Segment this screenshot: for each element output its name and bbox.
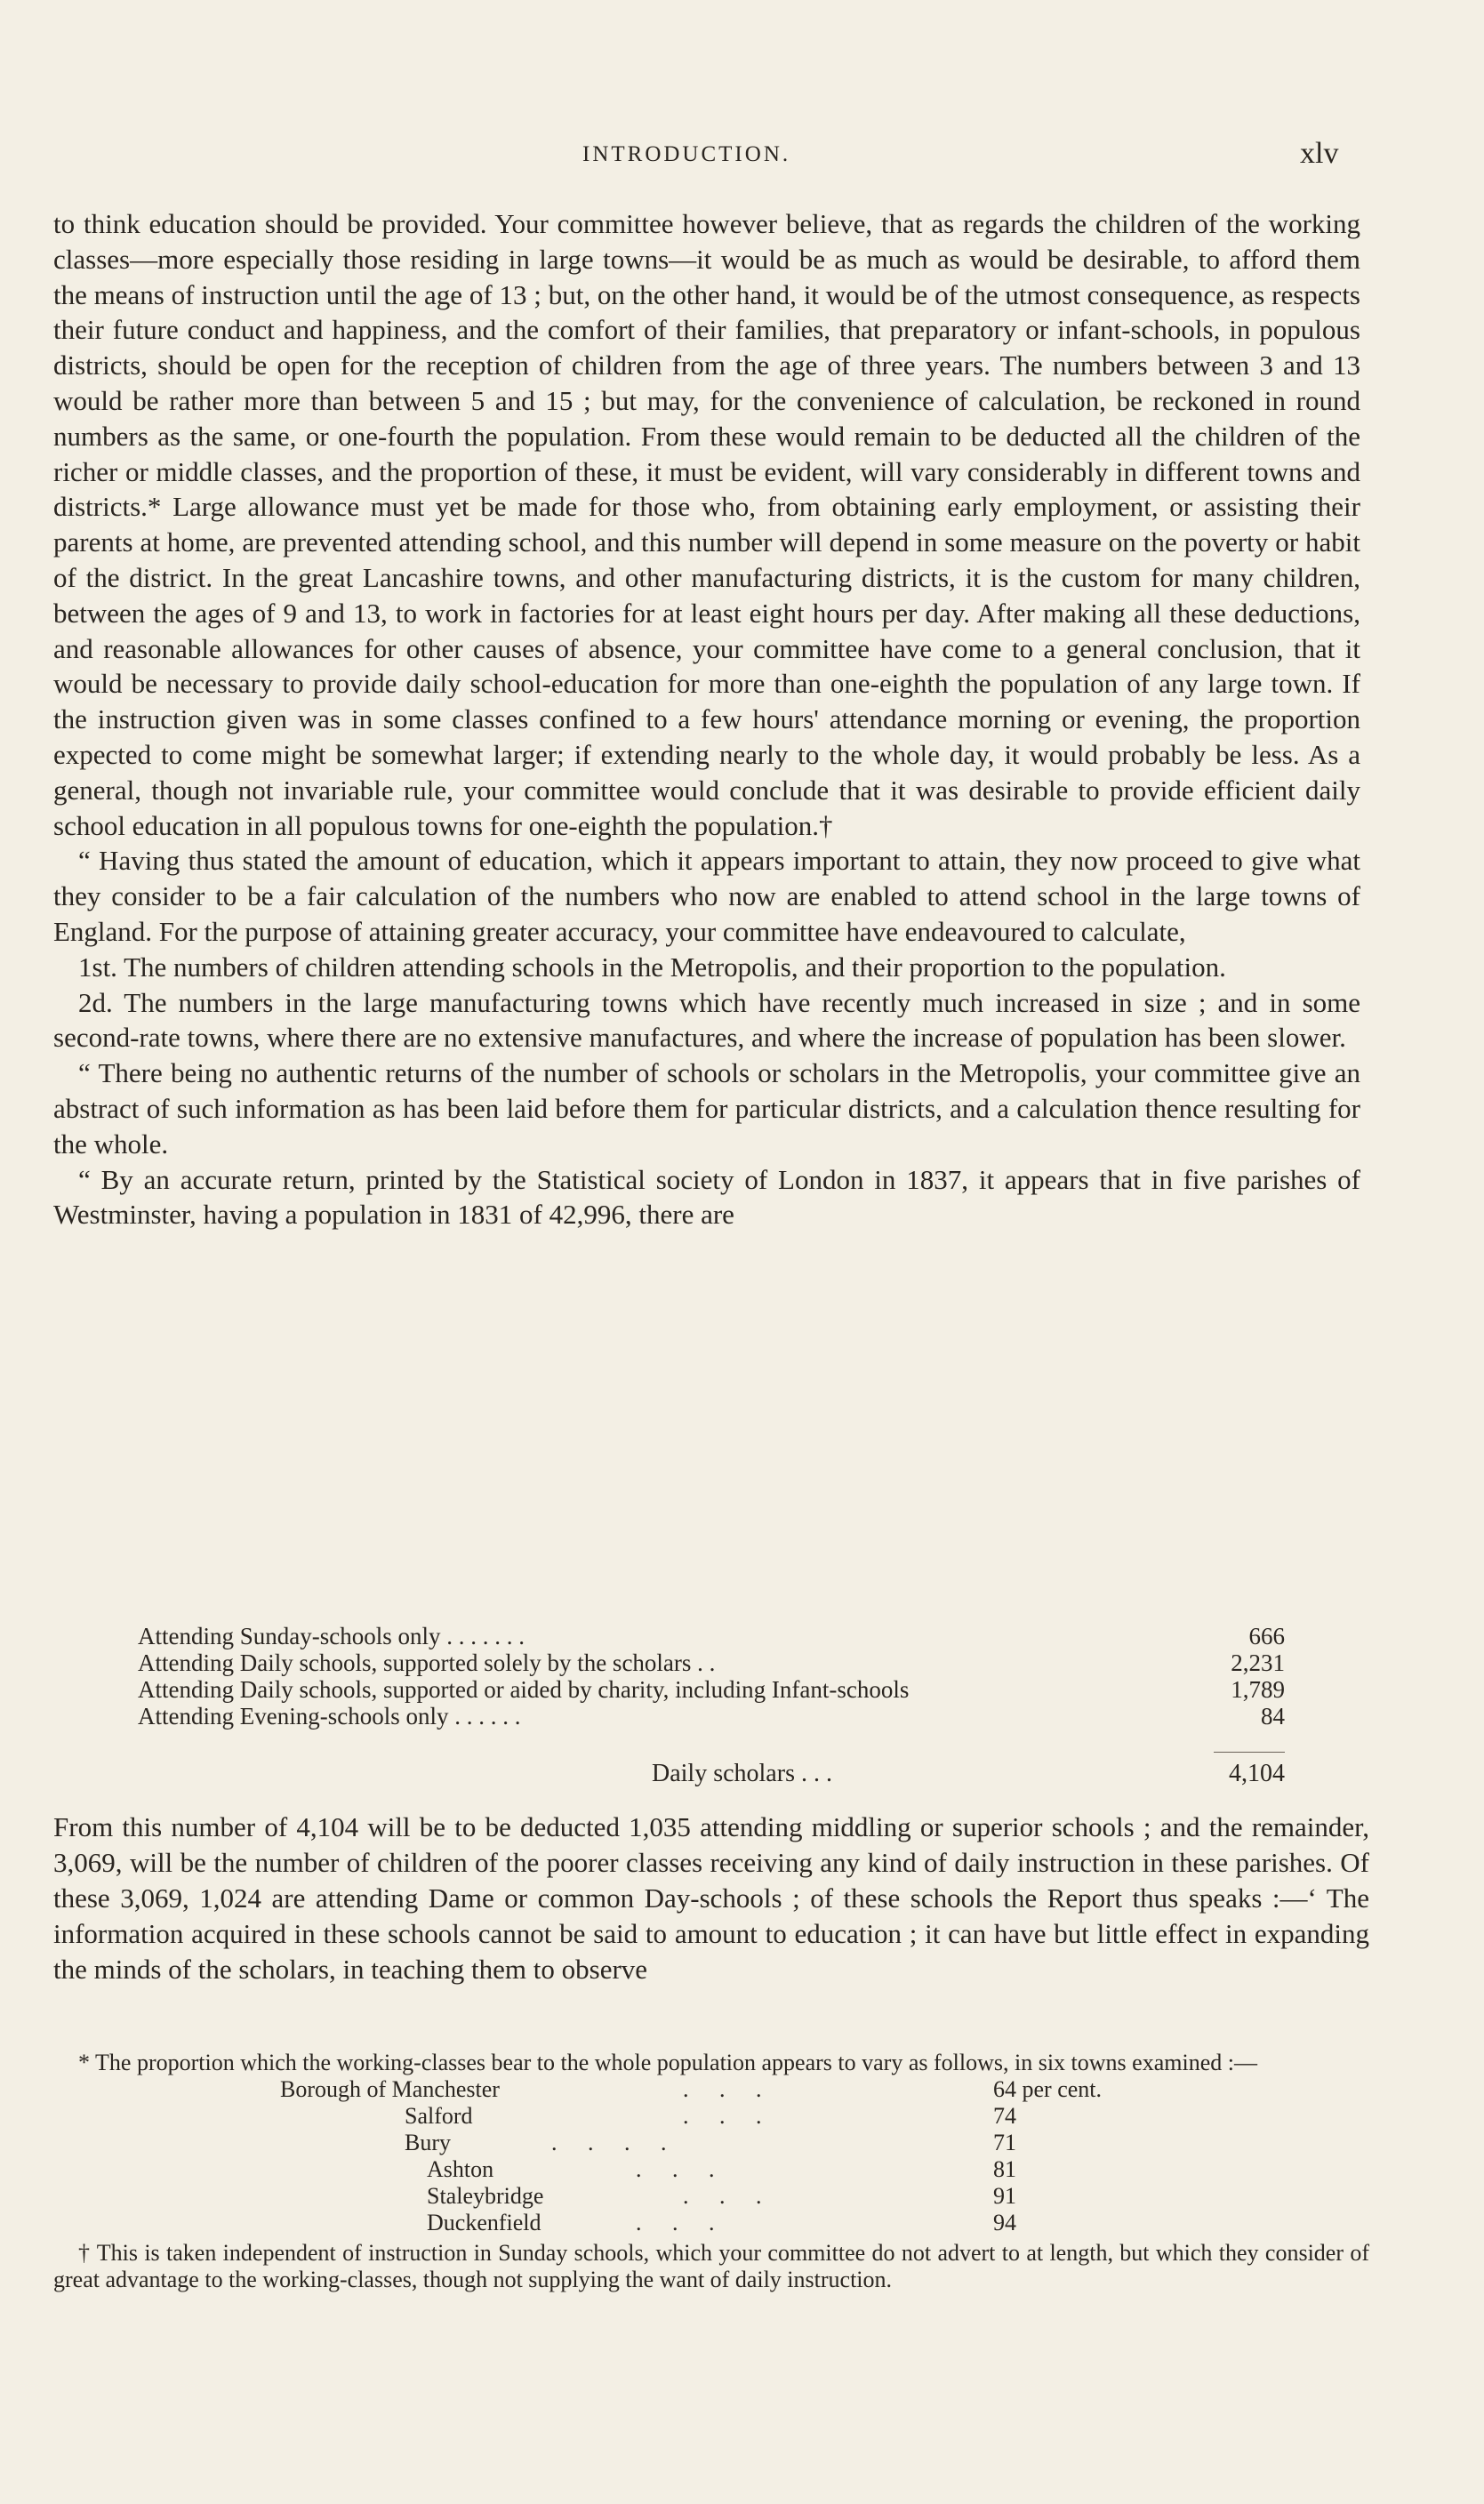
town-percent: 94 bbox=[993, 2210, 1016, 2235]
row-label: Attending Evening-schools only . . . . . . bbox=[138, 1703, 521, 1730]
row-value: 2,231 bbox=[1231, 1649, 1285, 1676]
leaders: . . . bbox=[683, 2076, 774, 2102]
page-header bbox=[0, 137, 1484, 178]
town-percent: 71 bbox=[993, 2130, 1016, 2155]
table-row bbox=[138, 1649, 1285, 1676]
total-rule bbox=[1214, 1752, 1285, 1753]
total-label: Daily scholars . . . bbox=[652, 1760, 832, 1787]
paragraph: to think education should be provided. Your committee however believe, that as regards the children of the working classes—more especially those residing in large towns—it would be as much as would be desirable, to afford them the means of instruction until the age of 13 ; but, on the other hand, it would be of the utmost consequence, as respects their future conduct and happiness, and the comfort of their families, that preparatory or infant-schools, in populous districts, should be open for the reception of children from the age of three years. The numbers between 3 and 13 would be rather more than between 5 and 15 ; but may, for the convenience of calculation, be reckoned in round numbers as the same, or one-fourth the population. From these would remain to be deducted all the children of the richer or middle classes, and the proportion of these, it must be evident, will vary considerably in different towns and districts.* Large allowance must yet be made for those who, from obtaining early employment, or assisting their parents at home, are prevented attending school, and this number will depend in some measure on the poverty or habit of the district. In the great Lancashire towns, and other manufacturing districts, it is the custom for many children, between the ages of 9 and 13, to work in factories for at least eight hours per day. After making all these deductions, and reasonable allowances for other causes of absence, your committee have come to a general conclusion, that it would be necessary to provide daily school-education for more than one-eighth the population of any large town. If the instruction given was in some classes confined to a few hours' attendance morning or evening, the proportion expected to come might be somewhat larger; if extending nearly to the whole day, it would probably be less. As a general, though not invariable rule, your committee would conclude that it was desirable to provide efficient daily school education in all populous towns for one-eighth the population.† bbox=[53, 208, 1360, 841]
town-percent: 81 bbox=[993, 2156, 1016, 2182]
table-row bbox=[138, 1676, 1285, 1703]
paragraph: “ Having thus stated the amount of education, which it appears important to attain, they now proceed to give what they consider to be a fair calculation of the numbers who now are enabled to attend school in the large towns of England. For the purpose of attaining greater accuracy, your committee have endeavoured to calculate, bbox=[53, 845, 1360, 947]
leaders: . . . bbox=[683, 2103, 774, 2129]
attendance-table bbox=[138, 1623, 1285, 1787]
town-percent: 64 per cent. bbox=[993, 2076, 1103, 2102]
towns-table bbox=[53, 2076, 1369, 2238]
total-row bbox=[138, 1761, 1285, 1791]
table-row bbox=[53, 2210, 1369, 2236]
paragraph: From this number of 4,104 will be to be deducted 1,035 attending middling or superior schools ; and the remainder, 3,069, will be the number of children of the poorer classes receiving any kind of daily instruction in these parishes. Of these 3,069, 1,024 are attending Dame or common Day-schools ; of these schools the Report thus speaks :—‘ The information acquired in these schools cannot be said to amount to education ; it can have but little effect in expanding the minds of the scholars, in teaching them to observe bbox=[53, 1811, 1369, 1985]
town-name: Staleybridge bbox=[427, 2183, 544, 2209]
table-row bbox=[53, 2130, 1369, 2156]
leaders: . . . bbox=[636, 2156, 727, 2182]
row-value: 666 bbox=[1248, 1623, 1285, 1649]
leaders: . . . . bbox=[551, 2130, 679, 2155]
leaders: . . . bbox=[636, 2210, 727, 2235]
paragraph: 1st. The numbers of children attending schools in the Metropolis, and their proportion to the population. bbox=[78, 951, 1226, 983]
table-row bbox=[138, 1623, 1285, 1649]
main-text bbox=[53, 206, 1360, 1232]
table-row bbox=[53, 2076, 1369, 2103]
main-text-continued bbox=[53, 1810, 1369, 1987]
total-value: 4,104 bbox=[1229, 1760, 1285, 1787]
table-row bbox=[138, 1703, 1285, 1730]
page-number: xlv bbox=[1300, 137, 1339, 170]
town-percent: 91 bbox=[993, 2183, 1016, 2209]
leaders: . . . bbox=[683, 2183, 774, 2209]
town-name: Duckenfield bbox=[427, 2210, 541, 2235]
row-label: Attending Daily schools, supported or aided by charity, including Infant-schools bbox=[138, 1676, 910, 1703]
town-name: Salford bbox=[405, 2103, 473, 2129]
row-label: Attending Sunday-schools only . . . . . . . bbox=[138, 1623, 525, 1649]
table-row bbox=[53, 2183, 1369, 2210]
town-name: Bury bbox=[405, 2130, 451, 2155]
paragraph: “ There being no authentic returns of the number of schools or scholars in the Metropolis, your committee give an abstract of such information as has been laid before them for particular districts, and a calculation thence resulting for the whole. bbox=[53, 1057, 1360, 1160]
footnote-star: * The proportion which the working-classes bear to the whole population appears to vary as follows, in six towns examined :— bbox=[78, 2050, 1257, 2075]
footnote-dagger: † This is taken independent of instruction in Sunday schools, which your committee do not advert to at length, but which they consider of great advantage to the working-classes, though not supplying the want of daily instruction. bbox=[53, 2240, 1369, 2292]
town-name: Borough of Manchester bbox=[280, 2076, 500, 2102]
row-value: 84 bbox=[1261, 1703, 1285, 1730]
table-row bbox=[53, 2103, 1369, 2130]
footnotes bbox=[53, 2050, 1369, 2293]
paragraph: 2d. The numbers in the large manufacturing towns which have recently much increased in size ; and in some second-rate towns, where there are no extensive manufactures, and where the increase of population has been slower. bbox=[53, 986, 1360, 1054]
town-percent: 74 bbox=[993, 2103, 1016, 2129]
row-value: 1,789 bbox=[1231, 1676, 1285, 1703]
table-row bbox=[53, 2156, 1369, 2183]
town-name: Ashton bbox=[427, 2156, 494, 2182]
paragraph: “ By an accurate return, printed by the Statistical society of London in 1837, it appears that in five parishes of Westminster, having a population in 1831 of 42,996, there are bbox=[53, 1163, 1360, 1231]
running-head: INTRODUCTION. bbox=[582, 142, 791, 166]
row-label: Attending Daily schools, supported solely by the scholars . . bbox=[138, 1649, 716, 1676]
